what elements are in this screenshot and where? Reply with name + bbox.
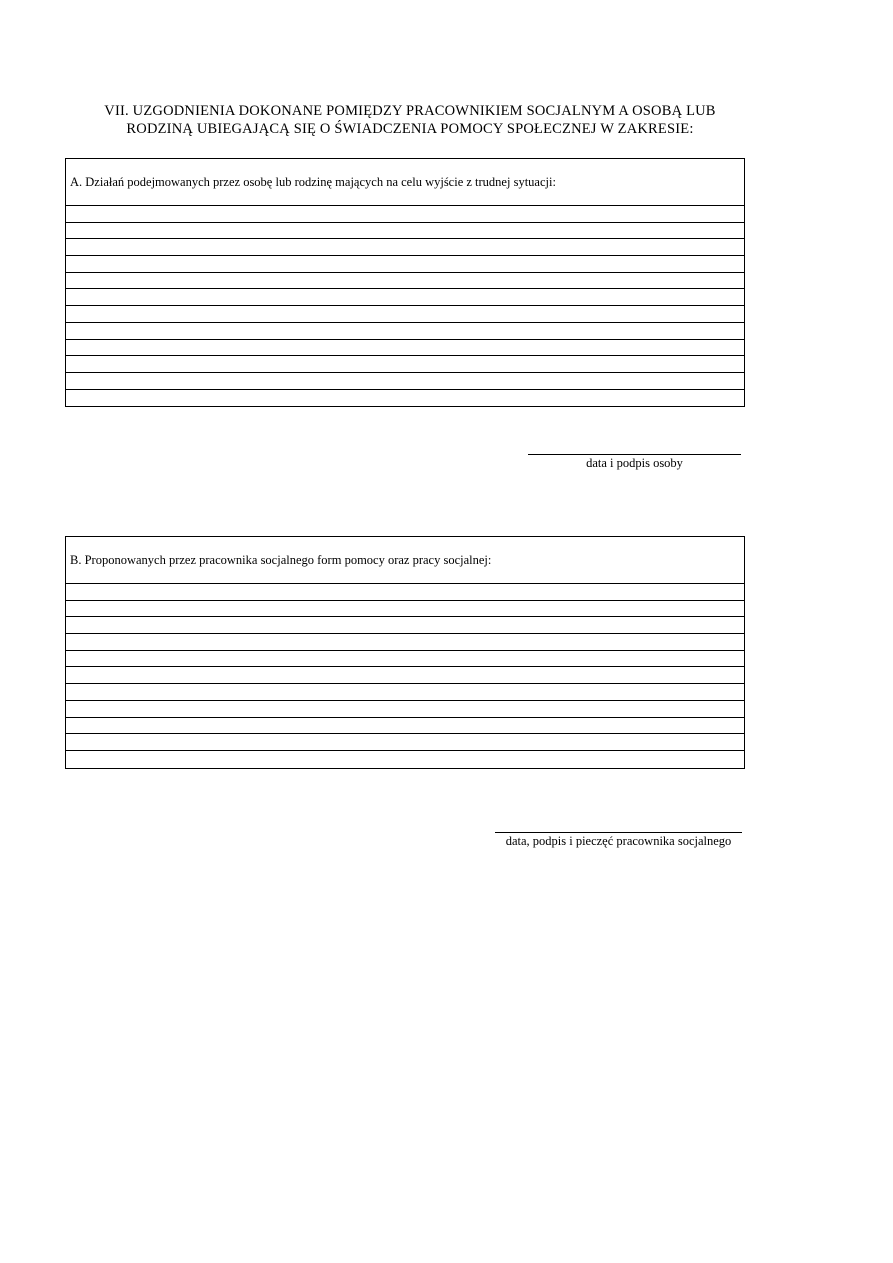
section-b-signature-line[interactable]: [495, 832, 742, 833]
section-b-writing-line[interactable]: [66, 601, 744, 618]
section-b-writing-line[interactable]: [66, 651, 744, 668]
section-a-writing-line[interactable]: [66, 373, 744, 390]
section-b-writing-line[interactable]: [66, 718, 744, 735]
section-a-writing-line[interactable]: [66, 206, 744, 223]
section-a-signature: [528, 454, 741, 471]
section-heading-line-1: VII. UZGODNIENIA DOKONANE POMIĘDZY PRACOWNIKIEM SOCJALNYM A OSOBĄ LUB: [104, 103, 716, 119]
section-b-label: B. Proponowanych przez pracownika socjalnego form pomocy oraz pracy socjalnej:: [66, 537, 744, 584]
section-heading: [60, 102, 760, 138]
section-a-writing-line[interactable]: [66, 273, 744, 290]
section-a-writing-line[interactable]: [66, 223, 744, 240]
section-b-writing-line[interactable]: [66, 684, 744, 701]
section-heading-line-2: RODZINĄ UBIEGAJĄCĄ SIĘ O ŚWIADCZENIA POMOCY SPOŁECZNEJ W ZAKRESIE:: [126, 121, 694, 137]
section-a-writing-line[interactable]: [66, 340, 744, 357]
section-b-writing-line[interactable]: [66, 617, 744, 634]
section-a-box: [65, 158, 745, 407]
section-b-writing-line[interactable]: [66, 751, 744, 768]
section-a-writing-line[interactable]: [66, 356, 744, 373]
section-a-signature-line[interactable]: [528, 454, 741, 455]
section-b-writing-line[interactable]: [66, 634, 744, 651]
section-b-signature-caption: data, podpis i pieczęć pracownika socjalnego: [505, 834, 732, 848]
section-a-writing-line[interactable]: [66, 256, 744, 273]
section-a-writing-line[interactable]: [66, 306, 744, 323]
section-a-writing-line[interactable]: [66, 239, 744, 256]
section-b-writing-line[interactable]: [66, 734, 744, 751]
section-b-writing-line[interactable]: [66, 584, 744, 601]
section-b-writing-line[interactable]: [66, 667, 744, 684]
section-a-writing-line[interactable]: [66, 323, 744, 340]
section-b-signature: [495, 832, 742, 849]
section-a-writing-line[interactable]: [66, 289, 744, 306]
section-a-signature-caption: data i podpis osoby: [586, 456, 683, 470]
section-b-writing-line[interactable]: [66, 701, 744, 718]
section-a-writing-line[interactable]: [66, 390, 744, 407]
section-b-box: [65, 536, 745, 769]
section-a-label: A. Działań podejmowanych przez osobę lub rodzinę mających na celu wyjście z trudnej sytuacji:: [66, 159, 744, 206]
